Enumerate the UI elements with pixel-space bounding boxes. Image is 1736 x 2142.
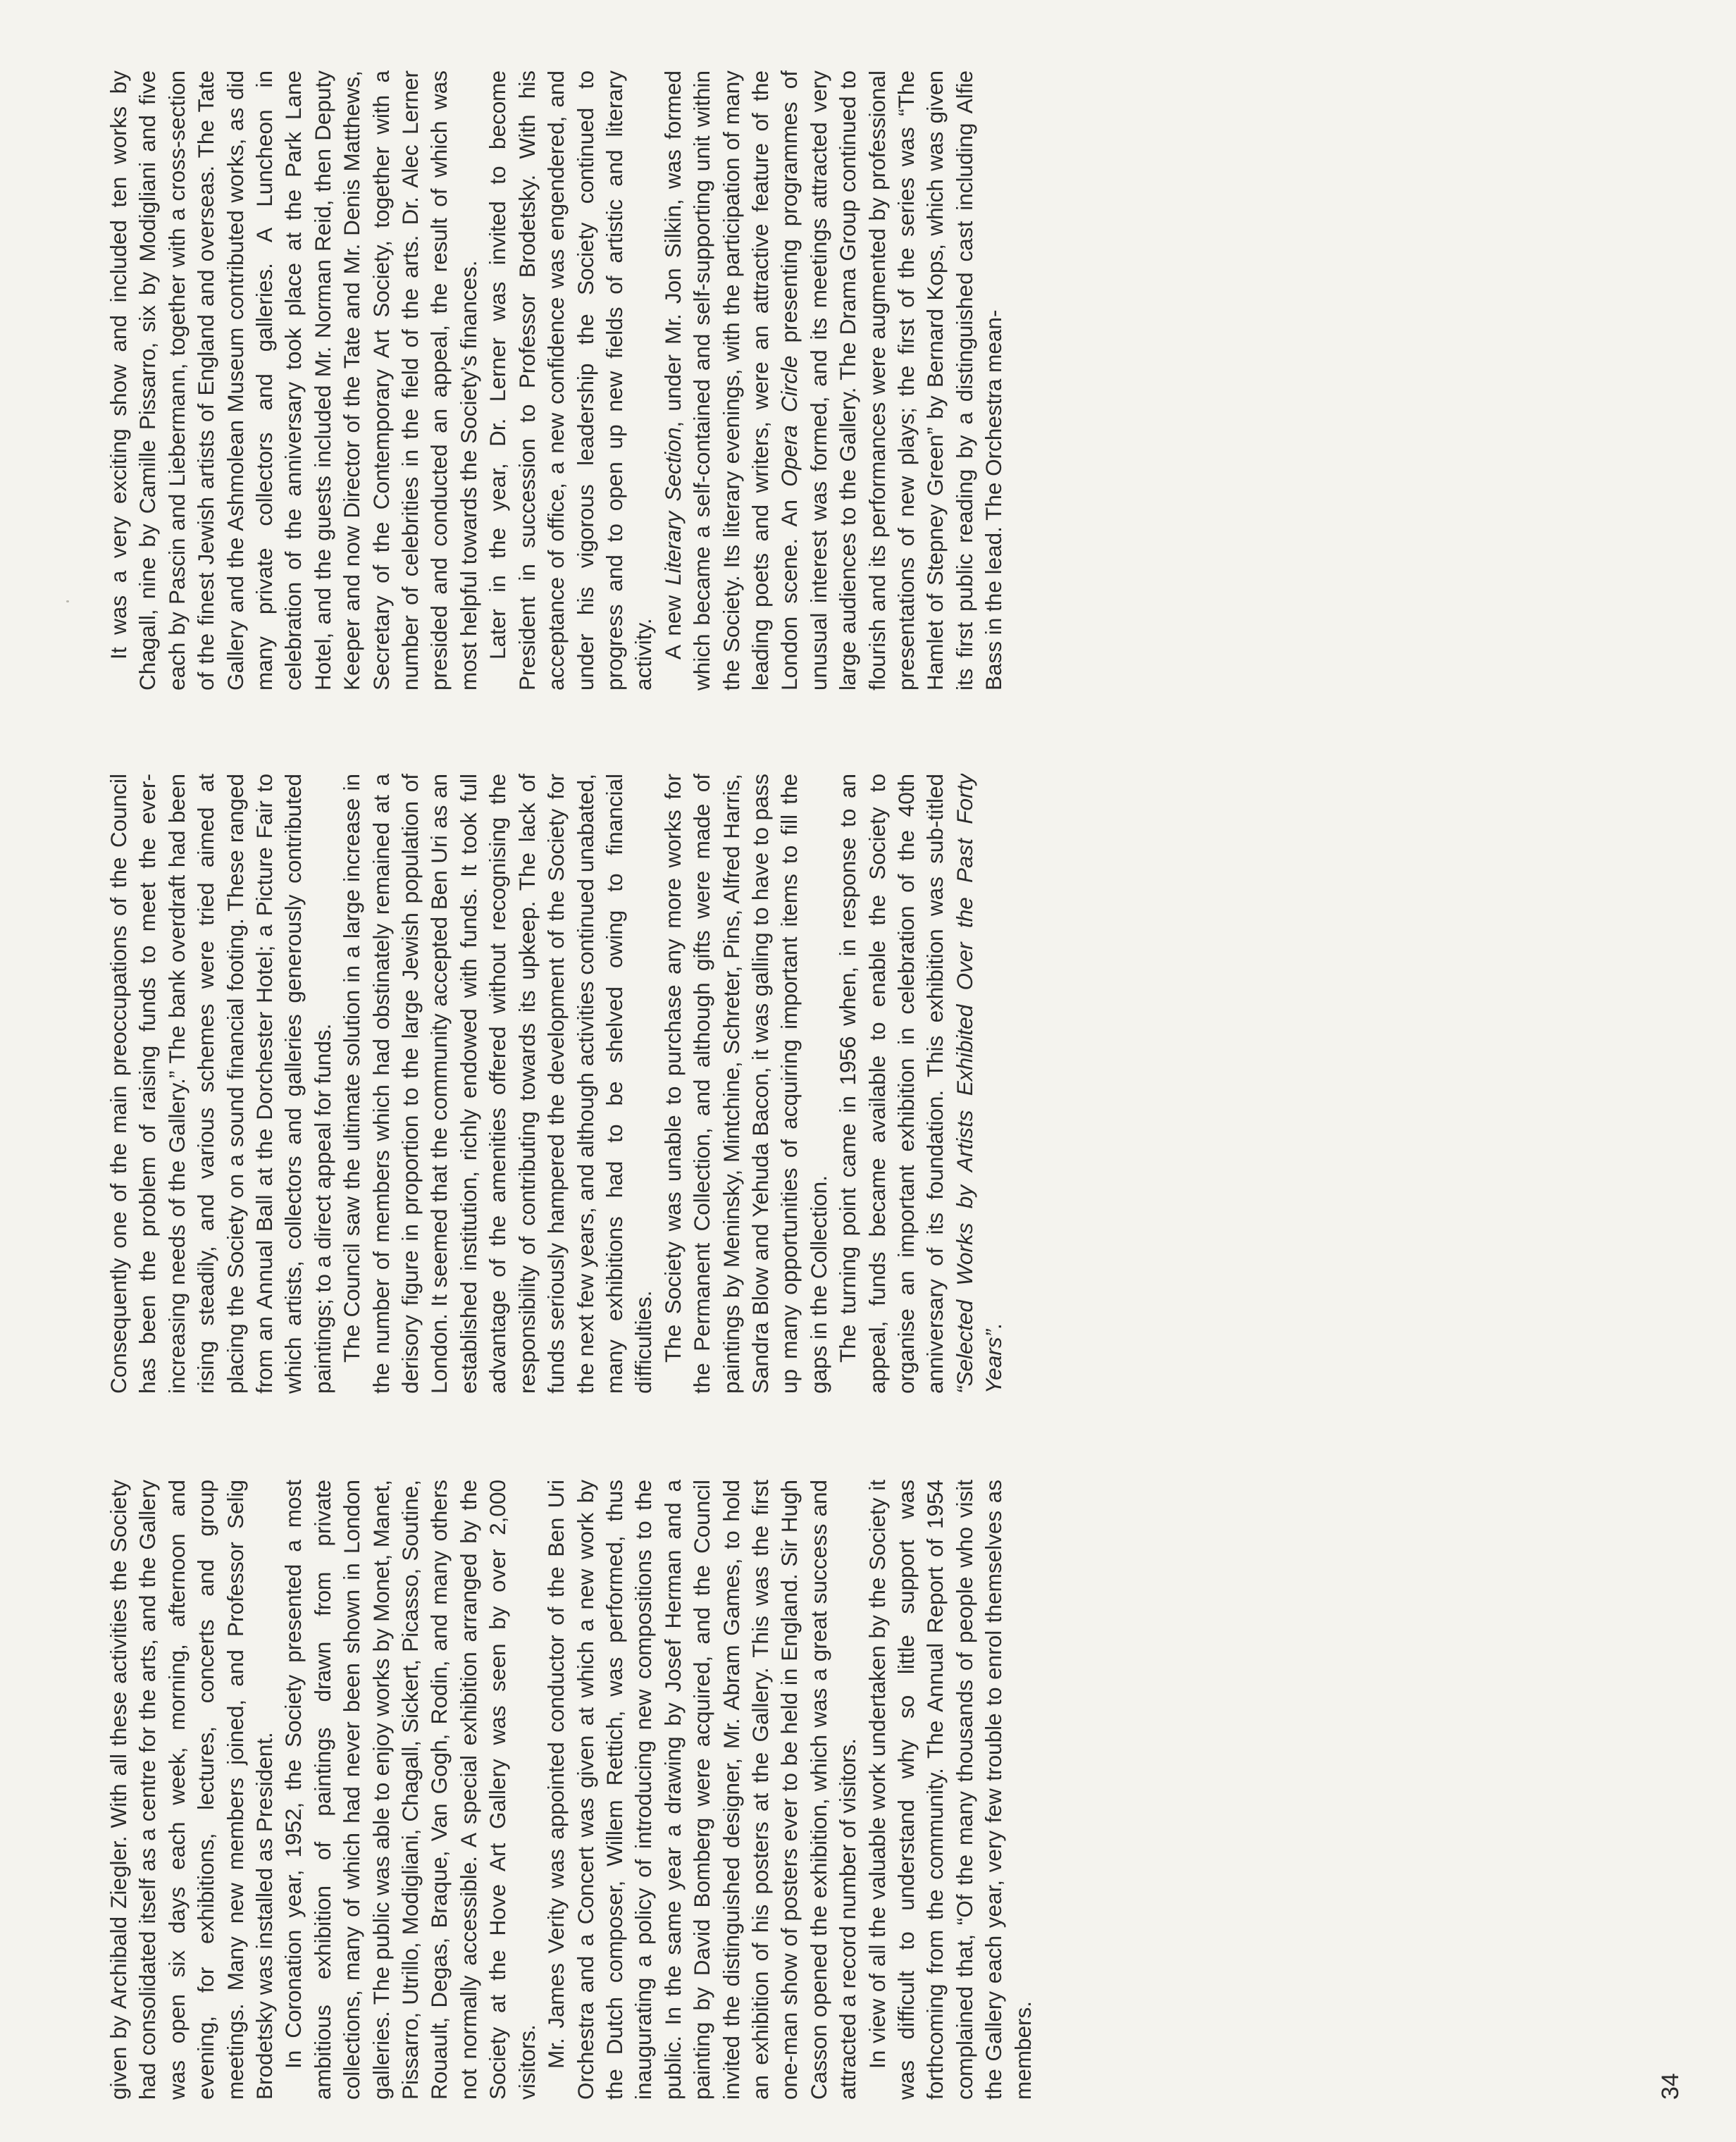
paragraph-text: , under Mr. Jon Silkin, was formed which became a self-contained and self-supporting unit within the Society. Its literary evenings, with the participation of many leading poets and writers, were an attractive feature of the London scene. An <box>659 70 802 691</box>
opera-circle-name: Opera Circle <box>776 355 802 487</box>
paragraph-text: presenting programmes of unusual interest was formed, and its meetings attracted very large audiences to the Gallery. The Drama Group continued to flourish and its performances were augmented by professional presentations of new plays; the first of the series was “The Hamlet of Stepney Green” by Bernard Kops, which was given its first public reading by a distinguished cast including Alfie Bass in the lead. The Orchestra mean- <box>776 70 1007 691</box>
paragraph: The Council saw the ultimate solution in a large increase in the number of members which had obstinately remained at a derisory figure in proportion to the large Jewish population of London. It seemed that the community accepted Ben Uri as an established institution, richly endowed with funds. It took full advantage of the amenities offered without recognising the responsibility of contributing towards its upkeep. The lack of funds seriously hampered the development of the Society for the next few years, and although activities continued unabated, many exhibitions had to be shelved owing to financial difficulties. <box>339 774 657 1394</box>
paragraph: Mr. James Verity was appointed conductor of the Ben Uri Orchestra and a Concert was given at which a new work by the Dutch composer, Willem Rettich, was performed, thus inaugurating a policy of introducing new compositions to the public. In the same year a drawing by Josef Herman and a painting by David Bomberg were acquired, and the Council invited the distinguished designer, Mr. Abram Games, to hold an exhibition of his posters at the Gallery. This was the first one-man show of posters ever to be held in England. Sir Hugh Casson opened the exhibition, which was a great success and attracted a record number of visitors. <box>543 1480 861 2100</box>
paragraph: Later in the year, Dr. Lerner was invited to become President in succession to Professor Brodetsky. With his acceptance of office, a new confidence was engendered, and under his vigorous leadership the Society continued to progress and to open up new fields of artistic and literary activity. <box>485 70 657 691</box>
paragraph: The Society was unable to purchase any more works for the Permanent Collection, and although gifts were made of paintings by Meninsky, Mintchine, Schreter, Pins, Alfred Harris, Sandra Blow and Yehuda Bacon, it was galling to have to pass up many opportunities of acquiring important items to fill the gaps in the Collection. <box>659 774 831 1394</box>
literary-section-name: Literary Section <box>659 427 686 586</box>
text-column-2 <box>104 774 1626 1394</box>
text-column-3 <box>104 70 1626 691</box>
paragraph-text: . <box>981 1323 1007 1330</box>
page-number: 34 <box>1657 2073 1684 2100</box>
paragraph: In Coronation year, 1952, the Society presented a most ambitious exhibition of paintings drawn from private collections, many of which had never been shown in London galleries. The public was able to enjoy works by Monet, Manet, Pissarro, Utrillo, Modigliani, Chagall, Sickert, Picasso, Soutine, Rouault, Degas, Braque, Van Gogh, Rodin, and many others not normally accessible. A special exhibition arranged by the Society at the Hove Art Gallery was seen by over 2,000 visitors. <box>280 1480 540 2100</box>
paragraph: given by Archibald Ziegler. With all these activities the Society had consolidated itself as a centre for the arts, and the Gallery was open six days each week, morning, afternoon and evening, for exhibitions, lectures, concerts and group meetings. Many new members joined, and Professor Selig Brodetsky was installed as President. <box>106 1480 278 2100</box>
exhibition-subtitle: “Selected Works by Artists Exhibited Over the Past Forty Years” <box>951 774 1007 1394</box>
paragraph-text: A new <box>659 585 686 660</box>
paragraph: Consequently one of the main preoccupations of the Council has been the problem of raising funds to meet the ever-increasing needs of the Gallery.” The bank overdraft had been rising steadily, and various schemes were tried aimed at placing the Society on a sound financial footing. These ranged from an Annual Ball at the Dorchester Hotel; a Picture Fair to which artists, collectors and galleries generously contributed paintings; to a direct appeal for funds. <box>106 774 335 1394</box>
paragraph-text: The turning point came in 1956 when, in response to an appeal, funds became available to enable the Society to organise an important exhibition in celebration of the 40th anniversary of its foundation. This exhibition was sub-titled <box>835 774 948 1394</box>
text-column-1 <box>104 1480 1626 2100</box>
paragraph: In view of all the valuable work undertaken by the Society it was difficult to understand why so little support was forthcoming from the community. The Annual Report of 1954 complained that, “Of the many thousands of people who visit the Gallery each year, very few trouble to enrol themselves as members. <box>864 1480 1036 2100</box>
paragraph <box>659 70 1009 691</box>
paragraph <box>833 774 1008 1394</box>
paragraph: It was a very exciting show and included ten works by Chagall, nine by Camille Pissarro, six by Modigliani and five each by Pascin and Liebermann, together with a cross-section of the finest Jewish artists of England and overseas. The Tate Gallery and the Ashmolean Museum contributed works, as did many private collectors and galleries. A Luncheon in celebration of the anniversary took place at the Park Lane Hotel, and the guests included Mr. Norman Reid, then Deputy Keeper and now Director of the Tate and Mr. Denis Matthews, Secretary of the Contemporary Art Society, together with a number of celebrities in the field of the arts. Dr. Alec Lerner presided and conducted an appeal, the result of which was most helpful towards the Society’s finances. <box>106 70 481 691</box>
